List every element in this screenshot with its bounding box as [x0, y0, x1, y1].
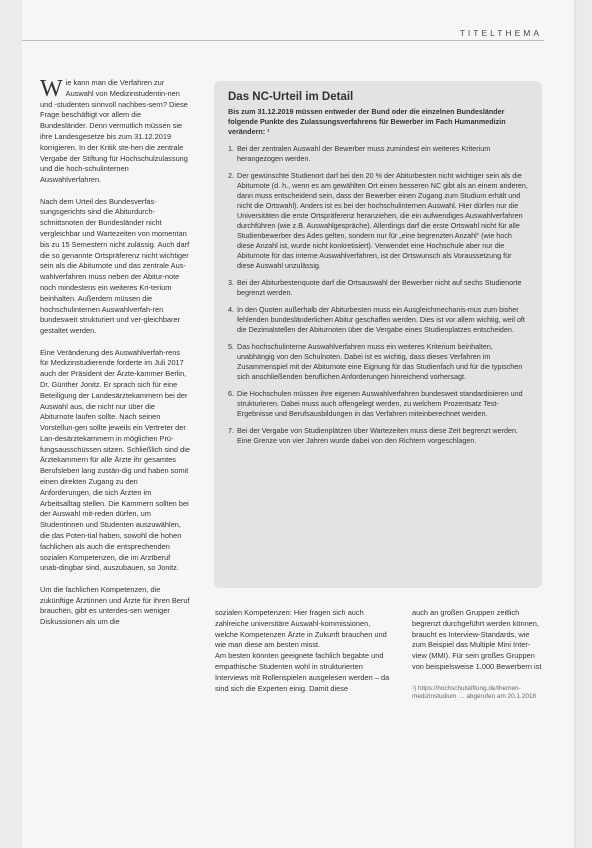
article-column-2 [215, 608, 393, 705]
article-column-3 [412, 608, 542, 702]
box-list [228, 144, 528, 446]
header-divider [22, 40, 544, 41]
box-intro: Bis zum 31.12.2019 müssen entweder der Bund oder die einzelnen Bundesländer folgende Punkte des Zulassungsverfahrens für Bewerber im Fach Humanmedizin verändern: ¹ [228, 107, 506, 136]
list-item: 4. In den Quoten außerhalb der Abiturbesten muss ein Ausgleichmechanis-mus zum bisher fehlenden bundesländerlichen Abitur geschaffen werden. Dies ist vor allem wichtig, weil oft die Dezimalstellen der Abiturnoten über die Vergabe eines Studienplatzes entscheiden. [228, 305, 525, 334]
source-footnote: ¹) https://hochschulstiftung.de/themen-medizinstudium … abgerufen am 20.1.2018 [412, 684, 536, 701]
list-item: 5. Das hochschulinterne Auswahlverfahren muss ein weiteres Kriterium beinhalten, unabhängig von den Schulnoten. Dabei ist es wichtig, dass dieses Verfahren im Zusammenspiel mit der Abiturnote eine Eignung für das Studienfach und für die typischen sich anschließenden beruflichen Anforderungen hinreichend vorhersagt. [228, 342, 523, 381]
article-paragraph: Um die fachlichen Kompetenzen, die zukünftige Ärztinnen und Ärzte für ihren Beruf brauchen, gibt es unterdes-sen weniger Diskussionen als um die [40, 584, 190, 627]
list-item: 1. Bei der zentralen Auswahl der Bewerber muss zumindest ein weiteres Kriterium herangezogen werden. [228, 144, 491, 163]
article-paragraph: Wie kann man die Verfahren zur Auswahl von Medizinstudentin-nen und -studenten sinnvoll nachbes-sern? Diese Frage beschäftigt vor allem die Bundesländer. Denn vermutlich müssen sie ihre Landesgesetze bis zum 31.12.2019 korrigieren. In der Kritik ste-hen die zentrale Vergabe der Stiftung für Hochschulzulassung und die hoch-schulinternen Auswahlverfahren. [40, 76, 188, 185]
article-paragraph: Eine Veränderung des Auswahlverfah-rens für Medizinstudierende forderte im Juli 2017 auch der Präsident der Ärzte-kammer Berlin, Dr. Günther Jonitz. Er sprach sich für eine Beteiligung der Landesärztekammern bei der Auswahl aus, die nicht nur über die Abiturnote laufen sollte. Nach seinen Vorstellun-gen sollte jeweils ein Vertreter der Lan-desärztekammern in möglichen Prü-fungsausschüssen sitzen. Schließlich sind die Ärztekammern für alle Ärzte ihr gesamtes Berufsleben lang zustän-dig und haben somit einen direkten Zugang zu den Anforderungen, die sich Ärzten im Arbeitsalltag stellen. Die Kammern sollten bei der Auswahl mit-reden dürfen, um Studentinnen und Studenten auszuwählen, die das Poten-tial haben, sowohl die hohen fachlichen als auch die entsprechenden sozialen Kompetenzen, die im Arztberuf unab-dingbar sind, auszubauen, so Jonitz. [40, 347, 190, 573]
list-item: 6. Die Hochschulen müssen ihre eigenen Auswahlverfahren bundesweit standardisieren und strukturieren. Dabei muss auch offengelegt werden, zu welchem Prozentsatz Test-Ergebnisse und Berufsausbildungen in das Verfahren miteinberechnet werden. [228, 389, 523, 418]
list-item: 3. Bei der Abiturbestenquote darf die Ortsauswahl der Bewerber nicht auf sechs Studienorte begrenzt werden. [228, 278, 522, 297]
info-box [214, 81, 542, 588]
article-column-1 [40, 78, 190, 639]
box-title: Das NC-Urteil im Detail [228, 91, 354, 103]
drop-cap: W [40, 76, 63, 102]
article-paragraph: Nach dem Urteil des Bundesverfas-sungsgerichts sind die Abiturdurch-schnittsnoten der Bundesländer nicht vergleichbar und Wartezeiten von momentan bis zu 15 Semestern nicht zulässig. Auch darf die so genannte Ortspräferenz nicht wichtiger sein als die Abiturnote und das zentrale Aus-wahlverfahren muss neben der Abitur-note noch mindestens ein weiteres Kri-terium beinhalten. Außerdem müssen die hochschulinternen Auswahlverfah-ren bundesweit strukturiert und ver-gleichbarer gestaltet werden. [40, 196, 190, 336]
section-label: TITELTHEMA [459, 28, 542, 38]
article-paragraph: sozialen Kompetenzen: Hier fragen sich auch zahlreiche universitäre Auswahl-kommissionen, welche Kompetenzen Ärzte in Zukunft brauchen und wie man diese am besten misst. [215, 608, 387, 650]
article-paragraph: Am besten könnten geeignete fachlich begabte und empathische Studenten wohl in strukturierten Interviews mit Rollenspielen ausgelesen werden – da sind sich die Experten einig. Damit diese [215, 651, 390, 693]
article-paragraph: auch an großen Gruppen zeitlich begrenzt durchgeführt werden können, braucht es Interview-Standards, wie zum Beispiel das Multiple Mini Inter-view (MMI). Für sein großes Gruppen von beispielsweise 1.000 Bewerbern ist [412, 608, 542, 671]
list-item: 7. Bei der Vergabe von Studienplätzen über Wartezeiten muss diese Zeit begrenzt werden. Eine Grenze von vier Jahren wurde dabei von den Richtern vorgeschlagen. [228, 426, 519, 445]
list-item: 2. Der gewünschte Studienort darf bei den 20 % der Abiturbesten nicht wichtiger sein als die Abiturnote (d. h., wenn es am gewählten Ort einen besseren NC gibt als an einem anderen, dann muss entscheidend sein, dass der Bewerber einen Zugang zum Studium erhält und nicht die Ortswahl). Anders ist es bei der hochschulinternen Auswahl. Hier dürfen nur die Universitäten die erste Ortspräferenz heranziehen, die ein aufwendiges Auswahlverfahren durchführen (wie z.B. Auswahlgespräche). Allerdings darf die erste Ortswahl nicht für alle Studienbewerber des Ades gelten, sondern nur für „eine begrenzten Anzahl“ (wie hoch diese Anzahl ist, wurde nicht konkretisiert). Verwendet eine Hochschule aber nur die Abiturnote für das interne Auswahlverfahren, ist der Ortswunsch als Voraussetzung für diese Auswahl unzulässig. [228, 171, 528, 270]
